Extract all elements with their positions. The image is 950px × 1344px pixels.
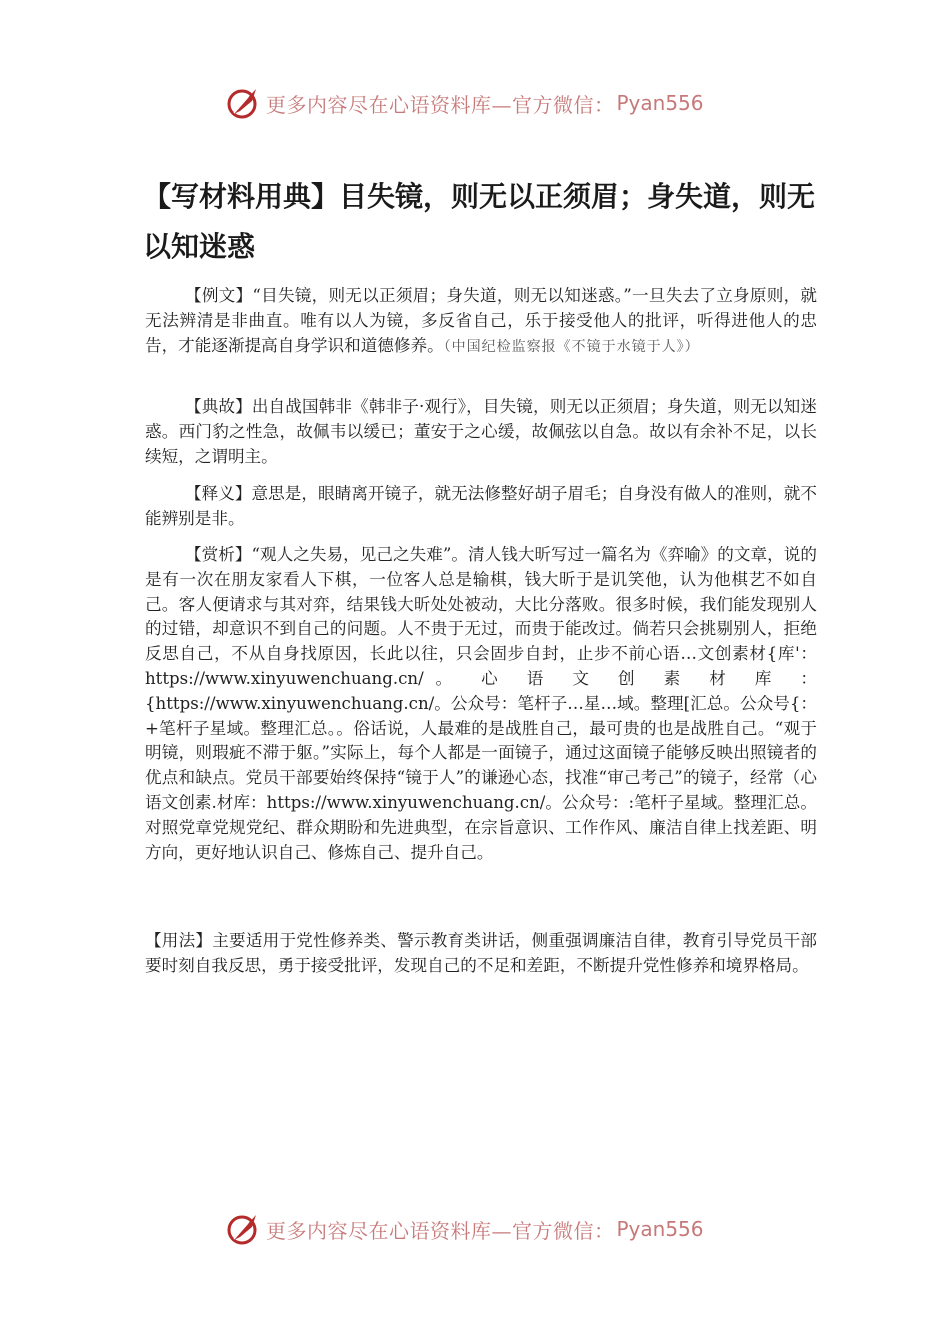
meaning-paragraph: [145, 482, 817, 532]
page-title: 【写材料用典】目失镜，则无以正须眉；身失道，则无以知迷惑: [143, 180, 816, 263]
usage-body: 主要适用于党性修养类、警示教育类讲话，侧重强调廉洁自律，教育引导党员干部要时刻自我反思，勇于接受批评，发现自己的不足和差距，不断提升党性修养和境界格局。: [145, 931, 818, 975]
banner-wechat-id: Pyan556: [616, 1217, 704, 1241]
appreciation-label: 【赏析】: [185, 545, 252, 564]
allusion-paragraph: [145, 395, 817, 469]
meaning-body: 意思是，眼睛离开镜子，就无法修整好胡子眉毛；自身没有做人的准则，就不能辨别是非。: [145, 484, 817, 528]
header-banner: [226, 83, 746, 123]
appreciation-body: “观人之失易，见己之失难”。清人钱大昕写过一篇名为《弈喻》的文章，说的是有一次在朋友家看人下棋，一位客人总是输棋，钱大昕于是讥笑他，认为他棋艺不如自己。客人便请求与其对弈，结果钱大昕处处被动，大比分落败。很多时候，我们能发现别人的过错，却意识不到自己的问题。人不贵于无过，而贵于能改过。倘若只会挑剔别人，拒绝反思自己，不从自身找原因，长此以往，只会固步自封，止步不前心语…文创素材{库'：https://www.xinyuwenchuang.cn/。 心 语 文 创 素 材 库 ： {https://www.xinyuwenchuang.cn/。公众号：笔杆子…星…域。整理[汇总。公众号{：+笔杆子星域。整理汇总。。俗话说，人最难的是战胜自己，最可贵的也是战胜自己。“观于明镜，则瑕疵不滞于躯。”实际上，每个人都是一面镜子，通过这面镜子能够反映出照镜者的优点和缺点。党员干部要始终保持“镜于人”的谦逊心态，找准“审己考己”的镜子，经常（心语文创素.材库：https://www.xinyuwenchuang.cn/。公众号：:笔杆子星域。整理汇总。对照党章党规党纪、群众期盼和先进典型，在宗旨意识、工作作风、廉洁自律上找差距、明方向，更好地认识自己、修炼自己、提升自己。: [145, 545, 818, 862]
banner-wechat-id: Pyan556: [616, 91, 704, 115]
footer-banner: [226, 1209, 746, 1249]
usage-paragraph: [145, 929, 817, 979]
example-body: “目失镜，则无以正须眉；身失道，则无以知迷惑。”一旦失去了立身原则，就无法辨清是非曲直。唯有以人为镜，多反省自己，乐于接受他人的批评，听得进他人的忠告，才能逐渐提高自身学识和道德修养。: [145, 286, 818, 355]
allusion-body: 出自战国韩非《韩非子·观行》，目失镜，则无以正须眉；身失道，则无以知迷惑。西门豹之性急，故佩韦以缓已；董安于之心缓，故佩弦以自急。故以有余补不足，以长续短，之谓明主。: [145, 397, 817, 466]
usage-label: 【用法】: [145, 931, 213, 950]
example-source: （中国纪检监察报《不镜于水镜于人》）: [443, 338, 700, 355]
banner-text: 更多内容尽在心语资料库—官方微信：: [266, 1218, 615, 1243]
example-label: 【例文】: [185, 286, 253, 305]
example-paragraph: [145, 284, 817, 359]
appreciation-paragraph: [145, 543, 817, 865]
quill-logo-icon: [226, 1211, 262, 1247]
quill-logo-icon: [226, 85, 262, 121]
meaning-label: 【释义】: [185, 484, 252, 503]
allusion-label: 【典故】: [185, 397, 252, 416]
banner-text: 更多内容尽在心语资料库—官方微信：: [266, 92, 615, 117]
